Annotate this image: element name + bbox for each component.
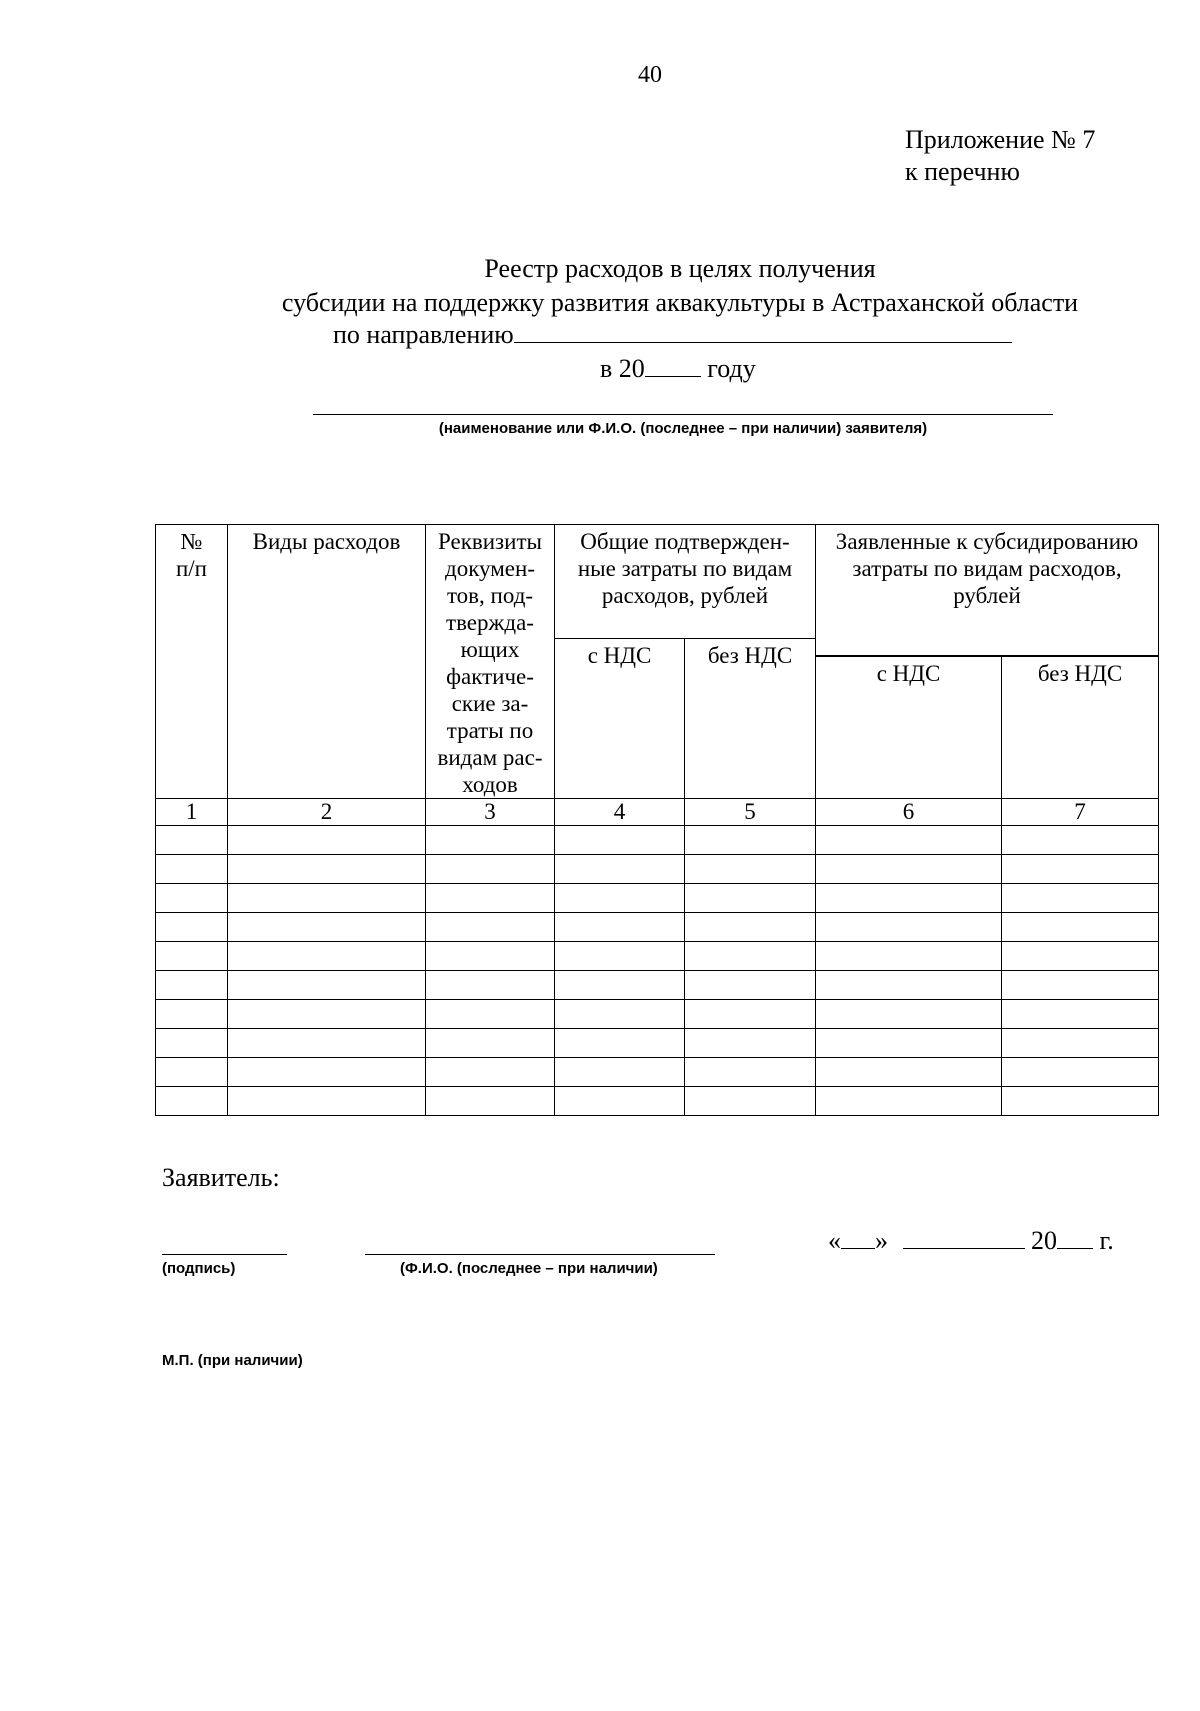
table-cell[interactable] bbox=[685, 913, 816, 942]
appendix-number: Приложение № 7 bbox=[905, 125, 1096, 154]
table-row bbox=[156, 1029, 1159, 1058]
appendix-reference bbox=[905, 124, 1095, 188]
table-cell[interactable] bbox=[1002, 855, 1159, 884]
table-cell[interactable] bbox=[1002, 913, 1159, 942]
table-cell[interactable] bbox=[156, 884, 228, 913]
table-cell[interactable] bbox=[816, 884, 1002, 913]
table-cell[interactable] bbox=[816, 971, 1002, 1000]
table-row bbox=[156, 855, 1159, 884]
table-cell[interactable] bbox=[1002, 1000, 1159, 1029]
table-cell[interactable] bbox=[426, 884, 555, 913]
applicant-label: Заявитель: bbox=[162, 1163, 280, 1192]
full-name-caption: (Ф.И.О. (последнее – при наличии) bbox=[400, 1260, 658, 1277]
header-claimed-costs bbox=[816, 525, 1159, 656]
header-claimed-costs-text: Заявленные к субсидированию затраты по видам расходов, рублей bbox=[835, 529, 1139, 608]
year-field bbox=[600, 352, 756, 386]
header-confirmed-costs bbox=[555, 525, 816, 639]
column-number: 1 bbox=[156, 799, 228, 826]
table-cell[interactable] bbox=[156, 942, 228, 971]
header-row-number-text: № п/п bbox=[175, 529, 207, 581]
header-claimed-with-vat bbox=[816, 657, 1002, 799]
table-cell[interactable] bbox=[426, 855, 555, 884]
month-blank bbox=[903, 1226, 1025, 1249]
header-confirmed-with-vat bbox=[555, 639, 685, 799]
header-confirmed-with-vat-text: с НДС bbox=[587, 643, 652, 668]
table-row bbox=[156, 1000, 1159, 1029]
table-cell[interactable] bbox=[156, 855, 228, 884]
column-number: 6 bbox=[816, 799, 1002, 826]
column-number: 7 bbox=[1002, 799, 1159, 826]
empty-rows bbox=[156, 826, 1159, 1116]
table-cell[interactable] bbox=[228, 826, 426, 855]
table-cell[interactable] bbox=[156, 1058, 228, 1087]
table-cell[interactable] bbox=[555, 826, 685, 855]
table-cell[interactable] bbox=[685, 1000, 816, 1029]
year-suffix-blank bbox=[1057, 1226, 1093, 1249]
table-cell[interactable] bbox=[228, 1000, 426, 1029]
date-year-prefix: 20 bbox=[1031, 1226, 1057, 1255]
table-cell[interactable] bbox=[1002, 1087, 1159, 1116]
direction-field bbox=[333, 318, 1012, 352]
header-claimed-without-vat bbox=[1002, 657, 1159, 799]
table-cell[interactable] bbox=[555, 1029, 685, 1058]
table-cell[interactable] bbox=[1002, 971, 1159, 1000]
header-expense-type bbox=[228, 525, 426, 799]
table-cell[interactable] bbox=[156, 913, 228, 942]
table-cell[interactable] bbox=[685, 1029, 816, 1058]
table-cell[interactable] bbox=[555, 884, 685, 913]
date-suffix: г. bbox=[1099, 1226, 1114, 1255]
table-cell[interactable] bbox=[685, 1058, 816, 1087]
table-row bbox=[156, 1087, 1159, 1116]
title-line-1: Реестр расходов в целях получения bbox=[484, 254, 876, 283]
table-cell[interactable] bbox=[228, 855, 426, 884]
table-cell[interactable] bbox=[555, 1058, 685, 1087]
table-row bbox=[156, 826, 1159, 855]
table-cell[interactable] bbox=[1002, 1058, 1159, 1087]
table-row bbox=[156, 942, 1159, 971]
date-field bbox=[828, 1226, 1114, 1256]
header-document-details-text: Реквизиты докумен- тов, под- твержда- ющих фактиче- ские за- траты по видам рас- ходов bbox=[437, 529, 543, 797]
table-cell[interactable] bbox=[426, 1000, 555, 1029]
table-cell[interactable] bbox=[816, 1029, 1002, 1058]
table-cell[interactable] bbox=[1002, 942, 1159, 971]
appendix-list-ref: к перечню bbox=[905, 157, 1020, 186]
table-cell[interactable] bbox=[228, 971, 426, 1000]
table-row bbox=[156, 1058, 1159, 1087]
table-cell[interactable] bbox=[685, 826, 816, 855]
table-row bbox=[156, 971, 1159, 1000]
applicant-name-line bbox=[313, 414, 1053, 415]
year-suffix: году bbox=[707, 354, 756, 383]
table-cell[interactable] bbox=[555, 971, 685, 1000]
table-cell[interactable] bbox=[228, 1058, 426, 1087]
table-cell[interactable] bbox=[555, 942, 685, 971]
document-title bbox=[240, 252, 1120, 320]
table-cell[interactable] bbox=[426, 826, 555, 855]
page-number: 40 bbox=[638, 62, 662, 88]
table-cell[interactable] bbox=[1002, 1029, 1159, 1058]
table-cell[interactable] bbox=[228, 1087, 426, 1116]
year-blank bbox=[645, 354, 701, 377]
table-cell[interactable] bbox=[228, 942, 426, 971]
table-cell[interactable] bbox=[816, 1000, 1002, 1029]
header-claimed-without-vat-text: без НДС bbox=[1037, 661, 1123, 686]
table-cell[interactable] bbox=[816, 1087, 1002, 1116]
table-cell[interactable] bbox=[426, 942, 555, 971]
direction-blank bbox=[514, 318, 1012, 343]
table-cell[interactable] bbox=[426, 1058, 555, 1087]
table-cell[interactable] bbox=[685, 1087, 816, 1116]
table-cell[interactable] bbox=[156, 1000, 228, 1029]
header-confirmed-without-vat bbox=[685, 639, 816, 799]
table-cell[interactable] bbox=[685, 942, 816, 971]
table-cell[interactable] bbox=[426, 913, 555, 942]
column-number: 5 bbox=[685, 799, 816, 826]
table-cell[interactable] bbox=[816, 826, 1002, 855]
column-number: 2 bbox=[228, 799, 426, 826]
table-cell[interactable] bbox=[156, 826, 228, 855]
header-row-number bbox=[156, 525, 228, 799]
table-cell[interactable] bbox=[228, 913, 426, 942]
table-cell[interactable] bbox=[555, 913, 685, 942]
table-cell[interactable] bbox=[228, 1029, 426, 1058]
applicant-name-caption: (наименование или Ф.И.О. (последнее – при наличии) заявителя) bbox=[438, 420, 928, 437]
direction-label: по направлению bbox=[333, 320, 514, 349]
table-cell[interactable] bbox=[1002, 884, 1159, 913]
column-number-row bbox=[156, 799, 1159, 826]
title-line-2: субсидии на поддержку развития аквакультуры в Астраханской области bbox=[281, 288, 1079, 317]
column-number: 3 bbox=[426, 799, 555, 826]
expense-register-table bbox=[155, 524, 1159, 1116]
header-confirmed-costs-text: Общие подтвержден- ные затраты по видам расходов, рублей bbox=[577, 529, 793, 608]
day-blank bbox=[841, 1226, 875, 1249]
table-cell[interactable] bbox=[685, 884, 816, 913]
column-number: 4 bbox=[555, 799, 685, 826]
table-cell[interactable] bbox=[555, 855, 685, 884]
stamp-note: М.П. (при наличии) bbox=[162, 1352, 303, 1369]
full-name-line bbox=[365, 1254, 715, 1255]
date-close-quote: » bbox=[875, 1226, 888, 1255]
header-document-details bbox=[426, 525, 555, 799]
table-cell[interactable] bbox=[685, 971, 816, 1000]
table-cell[interactable] bbox=[685, 855, 816, 884]
date-open-quote: « bbox=[828, 1226, 841, 1255]
signature-line bbox=[162, 1254, 287, 1255]
table-cell[interactable] bbox=[816, 1058, 1002, 1087]
table-cell[interactable] bbox=[156, 1087, 228, 1116]
header-expense-type-text: Виды расходов bbox=[252, 529, 401, 554]
header-claimed-with-vat-text: с НДС bbox=[876, 661, 941, 686]
table-cell[interactable] bbox=[156, 971, 228, 1000]
table-cell[interactable] bbox=[555, 1087, 685, 1116]
table-cell[interactable] bbox=[816, 855, 1002, 884]
table-cell[interactable] bbox=[228, 884, 426, 913]
table-row bbox=[156, 913, 1159, 942]
table-row bbox=[156, 884, 1159, 913]
table-cell[interactable] bbox=[1002, 826, 1159, 855]
year-prefix: в 20 bbox=[600, 354, 645, 383]
table-cell[interactable] bbox=[816, 913, 1002, 942]
table-cell[interactable] bbox=[426, 1087, 555, 1116]
table-cell[interactable] bbox=[816, 942, 1002, 971]
table-cell[interactable] bbox=[156, 1029, 228, 1058]
header-confirmed-without-vat-text: без НДС bbox=[707, 643, 793, 668]
signature-caption: (подпись) bbox=[162, 1260, 236, 1277]
table-cell[interactable] bbox=[426, 1029, 555, 1058]
table-cell[interactable] bbox=[555, 1000, 685, 1029]
table-cell[interactable] bbox=[426, 971, 555, 1000]
